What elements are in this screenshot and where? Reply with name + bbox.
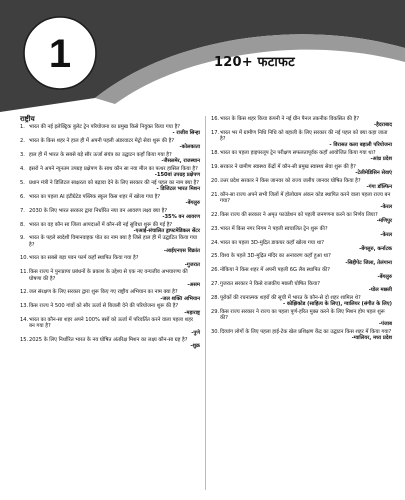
question-body <box>220 130 392 148</box>
question-body <box>29 138 200 150</box>
question-number: 5. <box>20 179 25 186</box>
question-text: किस राज्य ने 500 गांवों को सौर ऊर्जा से बिजली देने की परियोजना शुरू की है? <box>29 303 179 310</box>
answer-text: -आंध्र प्रदेश <box>370 156 392 163</box>
question-item <box>211 192 392 210</box>
answer-text: -कोलकाता <box>179 144 200 151</box>
question-text: 2030 के लिए भारत सरकार द्वारा निर्धारित नया वन आवरण लक्ष्य क्या है? <box>29 207 168 214</box>
question-number: 8. <box>20 221 25 228</box>
question-number: 2. <box>20 138 25 145</box>
answer-text: -बेंगलुरु <box>377 273 392 280</box>
question-item <box>20 124 200 136</box>
question-body <box>29 166 200 178</box>
answer-text: -ग्वालियर, मध्य प्रदेश <box>351 335 392 342</box>
question-item <box>211 309 392 327</box>
question-text: भारत का पहला 3D-मुद्रित डाकघर कहाँ खोला गया था? <box>220 239 325 246</box>
question-text: भारत के किस शहर ने हाल ही में अपनी पहली अंडरवाटर मेट्रो सेवा शुरू की है? <box>29 138 175 145</box>
column-divider <box>205 116 206 490</box>
chapter-header <box>0 0 405 112</box>
question-number: 1. <box>20 124 25 131</box>
answer-text: -केरल <box>380 231 392 238</box>
question-item <box>20 235 200 253</box>
answer-text: - राजीव सिन्हा <box>172 130 200 137</box>
question-text: भारत का वह कौन सा जिला आपदाओं में कौन-सी नई सुविधा शुरू की गई है? <box>29 221 173 228</box>
question-item <box>211 329 392 341</box>
question-item <box>20 194 200 206</box>
answer-text: -150वां उपग्रह प्रक्षेपण <box>154 172 200 179</box>
question-number: 16. <box>211 116 220 122</box>
question-item <box>211 212 392 224</box>
question-item <box>211 130 392 148</box>
answer-text: -बेंगलुरु, कर्नाटक <box>359 245 392 252</box>
question-number: 7. <box>20 207 25 214</box>
question-item <box>20 303 200 315</box>
question-text: भारत भर में ग्रामीण निधि निधि को बहाली के लिए सरकार की नई पहल को क्या कहा जाता है? <box>220 129 388 143</box>
answer-text: -गंगा डॉल्फिन <box>366 183 392 190</box>
question-text: पूरोकों की रचनात्मक शहरों की सूची में भारत के कौन-से दो शहर शामिल थे? <box>220 295 361 302</box>
question-item <box>20 255 200 267</box>
question-body <box>29 194 200 206</box>
question-number: 24. <box>211 239 220 246</box>
question-item <box>211 295 392 307</box>
question-number: 23. <box>211 225 220 232</box>
question-item <box>20 337 200 349</box>
question-item <box>20 208 200 220</box>
question-item <box>20 152 200 164</box>
question-body <box>220 281 392 293</box>
left-column <box>20 116 200 351</box>
question-body <box>29 269 200 287</box>
question-number: 15. <box>20 337 29 344</box>
question-text: गुजरात सरकार ने किसे राजकीय मछली घोषित किया? <box>220 281 321 288</box>
answer-text: -जैसलमेर, राजस्थान <box>161 158 200 165</box>
question-item <box>20 180 200 192</box>
question-text: 2025 के लिए निर्धारित भारत के नव घोषित अंतरिक्ष मिशन का लक्ष्य कौन-सा ग्रह है? <box>29 337 188 344</box>
question-text: किस राज्य सरकार ने राज्य का पहला पूर्ण-हरित मुक्त करने के लिए मिशन होप पहल शुरू की? <box>220 309 385 322</box>
answer-text: -बेंगलुरु <box>185 199 200 206</box>
question-text: जल संरक्षण के लिए सरकार द्वारा शुरू किए गए राष्ट्रीय अभियान का नाम क्या है? <box>29 289 178 296</box>
answer-text: -पुणे <box>191 329 200 336</box>
question-body <box>29 235 200 253</box>
section-heading: राष्ट्रीय <box>20 115 35 123</box>
question-number: 27. <box>211 281 220 288</box>
question-text: दिव्यांग लोगों के लिए पहला हाई-टेक खेल प्रशिक्षण केंद्र का उद्घाटन किस शहर में किया गया? <box>220 329 392 336</box>
question-number: 4. <box>20 165 25 172</box>
question-list-left <box>20 124 200 349</box>
question-text: भारत की नई इलेक्ट्रिक बुलेट ट्रेन परियोजना का प्रमुख किसे नियुक्त किया गया है? <box>29 124 181 131</box>
question-number: 13. <box>20 303 29 310</box>
question-item <box>20 289 200 301</box>
question-body <box>29 303 200 315</box>
question-item <box>211 150 392 162</box>
question-item <box>211 240 392 252</box>
question-body <box>29 180 200 192</box>
question-number: 18. <box>211 149 220 156</box>
question-number: 26. <box>211 267 220 274</box>
question-body <box>29 152 200 164</box>
question-item <box>211 164 392 176</box>
question-number: 22. <box>211 211 220 218</box>
question-body <box>220 267 392 279</box>
question-item <box>211 178 392 190</box>
question-body <box>29 222 200 234</box>
question-number: 20. <box>211 177 220 184</box>
question-number: 6. <box>20 193 25 200</box>
question-text: हाल ही में भारत के सबसे बड़े सौर ऊर्जा संयंत्र का उद्घाटन कहाँ किया गया है? <box>29 151 172 158</box>
question-text: किस राज्य की सरकार ने अमृत फाउंडेशन को पहली जनगणना करने का निर्णय लिया? <box>220 211 378 218</box>
question-text: भारत का सबसे बड़ा पवन फार्म कहाँ स्थापित किया गया है? <box>29 255 139 262</box>
answer-text: -असम <box>187 281 200 288</box>
answer-text: -35% वन आवरण <box>162 213 200 220</box>
right-column <box>211 116 392 343</box>
answer-text: -आईएनएस विक्रांत <box>163 247 200 254</box>
question-text: नोकिया ने किस शहर में अपनी पहली 6G लैब स्थापित की? <box>220 267 331 274</box>
question-text: भारत में किस नगर निगम ने पहली स्वचालित ट्रेन शुरू की? <box>220 225 328 232</box>
question-text: इसरो ने अपने न्यूनतम उपग्रह प्रक्षेपण के साथ कौन सा नया मील का पत्थर हासिल किया है? <box>29 165 198 172</box>
question-text: किस राज्य ने पुनःप्राप्य प्रबंधनों के प्रकाश के उद्देश्य से एक नए वन्यजीव अभयारण्य की घोषणा की है? <box>29 269 188 282</box>
answer-text: -महाराष्ट्र <box>184 309 200 316</box>
question-body <box>220 164 392 176</box>
answer-text: - विरासत कला बहाली परियोजना <box>329 142 392 149</box>
answer-text: - कोझिकोड (साहित्य के लिए), ग्वालियर (संगीत के लिए) <box>282 301 392 308</box>
question-text: सरकार ने ग्रामीण स्वास्थ्य केंद्रों में कौन-सी प्रमुख स्वास्थ्य सेवा शुरू की है? <box>220 163 356 170</box>
question-list-right <box>211 116 392 341</box>
question-body <box>29 317 200 335</box>
question-item <box>20 166 200 178</box>
question-number: 28. <box>211 295 220 302</box>
question-body <box>220 116 392 128</box>
question-text: कौन-सा राज्य अपने सभी जिलों में होलोग्राम अंकन कोड स्थापित करने वाला पहला राज्य बन गया? <box>220 191 391 204</box>
question-number: 10. <box>20 255 29 262</box>
question-item <box>211 281 392 293</box>
question-body <box>29 124 200 136</box>
question-item <box>211 267 392 279</box>
chapter-number: 1 <box>48 32 72 76</box>
answer-text: -सिद्दीपेट जिला, तेलंगाना <box>345 259 392 266</box>
question-body <box>220 150 392 162</box>
question-body <box>29 208 200 220</box>
question-number: 9. <box>20 235 25 242</box>
answer-text: -घोल मछली <box>368 287 392 294</box>
question-number: 19. <box>211 163 220 170</box>
answer-text: -जल शक्ति अभियान <box>160 295 200 302</box>
question-item <box>211 226 392 238</box>
question-number: 29. <box>211 309 220 316</box>
question-number: 14. <box>20 317 29 324</box>
answer-text: -शुक्र <box>190 343 200 350</box>
question-number: 3. <box>20 151 25 158</box>
question-body <box>220 212 392 224</box>
question-item <box>20 317 200 335</box>
question-text: विश्व के पहले 3D-मुद्रित मंदिर का अनावरण कहाँ हुआ था? <box>220 253 331 260</box>
question-text: प्रधान मंत्री ने डिजिटल साक्षरता को बढ़ावा देने के लिए सरकार की नई पहल का नाम क्या है? <box>29 179 199 186</box>
question-body <box>220 240 392 252</box>
question-item <box>20 138 200 150</box>
question-body <box>220 253 392 265</box>
question-number: 21. <box>211 191 220 198</box>
question-body <box>220 178 392 190</box>
question-text: भारत का कौन-सा शहर अपने 100% बसों को ऊर्जा में परिवर्तित करने वाला पहला शहर बन गया है? <box>29 317 194 330</box>
question-body <box>220 192 392 210</box>
question-number: 11. <box>20 269 29 276</box>
answer-text: -केरल <box>380 204 392 210</box>
question-body <box>220 309 392 327</box>
answer-text: -मणिपुर <box>376 217 392 224</box>
question-number: 25. <box>211 253 220 260</box>
question-number: 12. <box>20 289 29 296</box>
question-body <box>220 329 392 341</box>
answer-text: -एआई-संचालित ड्राफ्टमेडिकल सेंटर <box>133 227 200 234</box>
question-body <box>220 295 392 307</box>
question-item <box>20 269 200 287</box>
answer-text: -हैदराबाद <box>373 122 392 129</box>
question-body <box>220 226 392 238</box>
question-item <box>20 222 200 234</box>
question-body <box>29 255 200 267</box>
answer-text: - डिजिटल भारत मिशन <box>156 185 200 192</box>
chapter-title: 120+ फटाफट <box>214 55 295 70</box>
answer-text: -गुजरात <box>184 261 200 268</box>
question-text: भारत का पहला AI इंटीग्रेटेड पब्लिक स्कूल किस शहर में खोला गया है? <box>29 193 161 200</box>
question-text: भारत के पहले स्वदेशी विमानवाहक पोत का नाम क्या है जिसे हाल ही में उद्घाटित किया गया है? <box>29 235 198 248</box>
question-text: भारत के किस शहर किया कंपनी ने नई ग्रीन पैनल तकनीक विकसित की है? <box>220 116 360 122</box>
question-body <box>29 289 200 301</box>
question-text: उत्तर प्रदेश सरकार ने किस जानवर को राज्य जलीय जानवर घोषित किया है? <box>220 177 361 184</box>
question-item <box>211 253 392 265</box>
question-number: 30. <box>211 329 220 336</box>
answer-text: -टेलीमेडिसिन सेवाएं <box>355 170 392 177</box>
question-body <box>29 337 200 349</box>
answer-text: -पंजाब <box>378 321 392 328</box>
question-item <box>211 116 392 128</box>
question-number: 17. <box>211 129 220 136</box>
question-text: भारत का पहला हाइपरलूप ट्रेन परीक्षण सफलतापूर्वक कहाँ आयोजित किया गया था? <box>220 149 376 156</box>
